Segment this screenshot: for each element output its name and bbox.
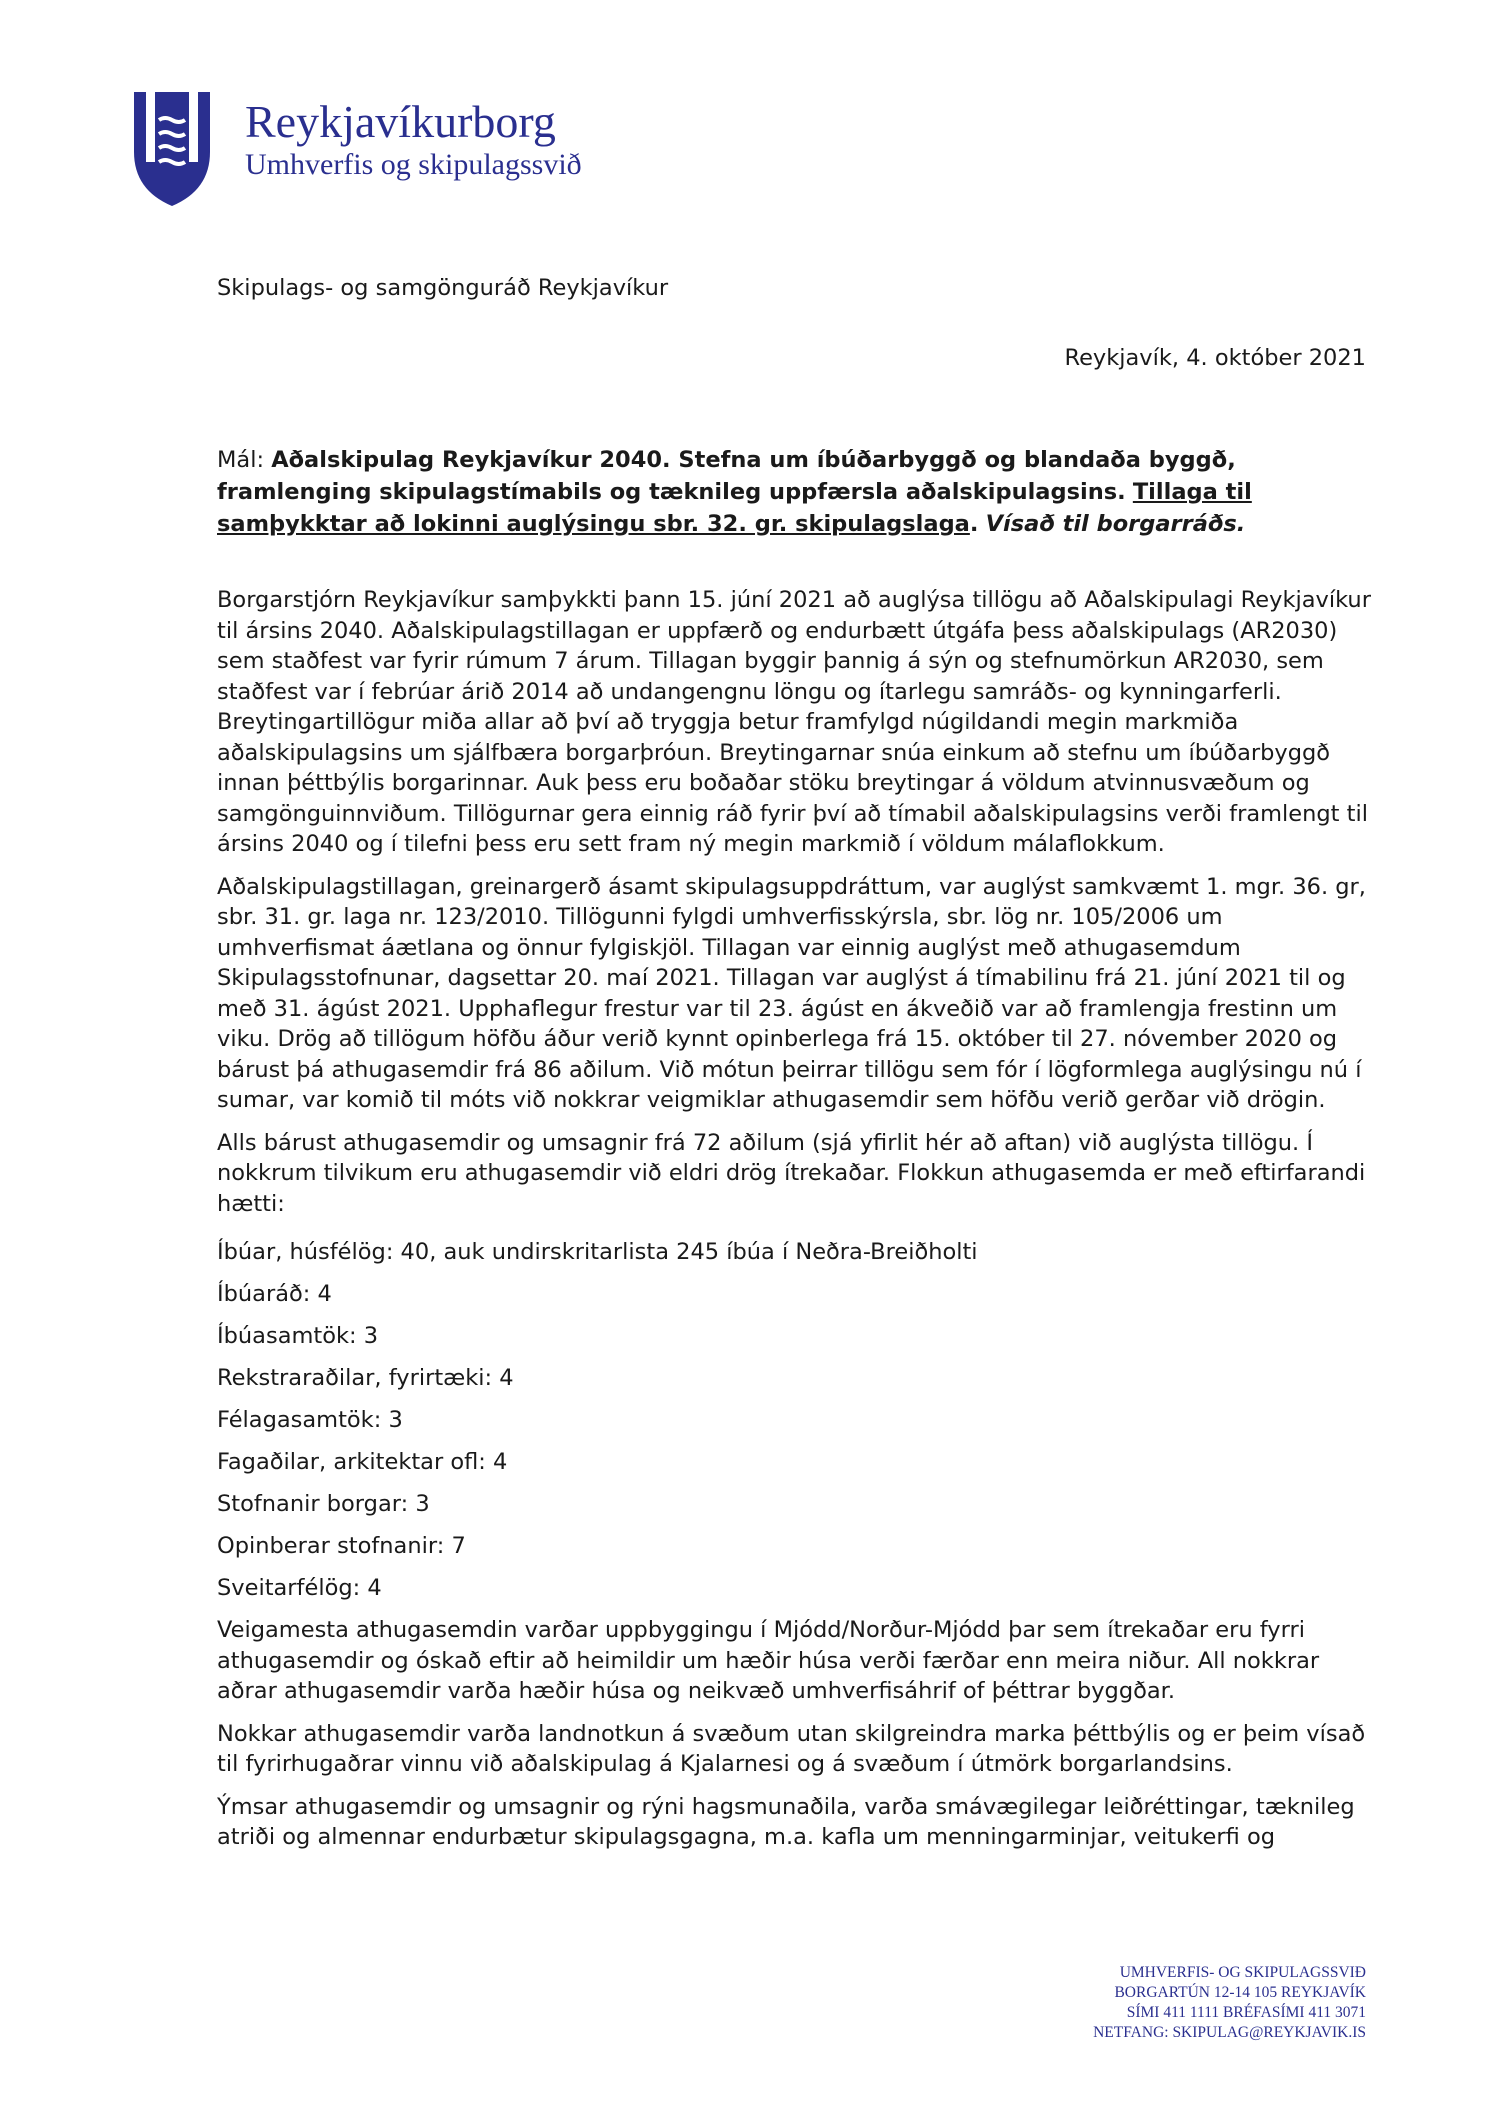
organization-header [245, 96, 582, 182]
category-item: Íbúaráð: 4 [217, 1281, 332, 1307]
category-item: Íbúasamtök: 3 [217, 1323, 379, 1349]
footer-division: UMHVERFIS- OG SKIPULAGSSVIÐ [1119, 1964, 1366, 1981]
category-item: Félagasamtök: 3 [217, 1407, 403, 1433]
letter-body [217, 585, 1372, 1865]
subject-period: . [969, 511, 979, 537]
category-item: Sveitarfélög: 4 [217, 1575, 382, 1601]
letter-date: Reykjavík, 4. október 2021 [1064, 345, 1366, 371]
category-item: Stofnanir borgar: 3 [217, 1491, 430, 1517]
addressee: Skipulags- og samgönguráð Reykjavíkur [217, 275, 669, 301]
category-item: Íbúar, húsfélög: 40, auk undirskritarlista 245 íbúa í Neðra-Breiðholti [217, 1239, 978, 1265]
subject-prefix: Mál: [217, 447, 272, 473]
paragraph: Borgarstjórn Reykjavíkur samþykkti þann 15. júní 2021 að auglýsa tillögu að Aðalskipulagi Reykjavíkur til ársins 2040. Aðalskipulagstillagan er uppfærð og endurbætt útgáfa þess aðalskipulags (AR2030) sem staðfest var fyrir rúmum 7 árum. Tillagan byggir þannig á sýn og stefnumörkun AR2030, sem staðfest var í febrúar árið 2014 að undangengnu löngu og ítarlegu samráðs- og kynningarferli. Breytingartillögur miða allar að því að tryggja betur framfylgd núgildandi megin markmiða aðalskipulagsins um sjálfbæra borgarþróun. Breytingarnar snúa einkum að stefnu um íbúðarbyggð innan þéttbýlis borgarinnar. Auk þess eru boðaðar stöku breytingar á völdum atvinnusvæðum og samgönguinnviðum. Tillögurnar gera einnig ráð fyrir því að tímabil aðalskipulagsins verði framlengt til ársins 2040 og í tilefni þess eru sett fram ný megin markmið í völdum málaflokkum. [217, 587, 1371, 857]
contact-footer [1093, 1963, 1366, 2043]
category-item: Fagaðilar, arkitektar ofl: 4 [217, 1449, 508, 1475]
paragraph: Aðalskipulagstillagan, greinargerð ásamt skipulagsuppdráttum, var auglýst samkvæmt 1. mgr. 36. gr, sbr. 31. gr. laga nr. 123/2010. Tillögunni fylgdi umhverfisskýrsla, sbr. lög nr. 105/2006 um umhverfismat áætlana og önnur fylgiskjöl. Tillagan var einnig auglýst með athugasemdum Skipulagsstofnunar, dagsettar 20. maí 2021. Tillagan var auglýst á tímabilinu frá 21. júní 2021 til og með 31. ágúst 2021. Upphaflegur frestur var til 23. ágúst en ákveðið var að framlengja frestinn um viku. Drög að tillögum höfðu áður verið kynnt opinberlega frá 15. október til 27. nóvember 2020 og bárust þá athugasemdir frá 86 aðilum. Við mótun þeirrar tillögu sem fór í lögformlega auglýsingu nú í sumar, var komið til móts við nokkrar veigmiklar athugasemdir sem höfðu verið gerðar við drögin. [217, 873, 1366, 1113]
paragraph: Ýmsar athugasemdir og umsagnir og rýni hagsmunaðila, varða smávægilegar leiðréttingar, tæknileg atriði og almennar endurbætur skipulagsgagna, m.a. kafla um menningarminjar, veitukerfi og [217, 1793, 1355, 1850]
category-item: Rekstraraðilar, fyrirtæki: 4 [217, 1365, 514, 1391]
category-list [217, 1237, 1372, 1604]
org-name: Reykjavíkurborg [245, 96, 556, 147]
reykjavik-coat-of-arms-logo [132, 90, 212, 208]
footer-address: BORGARTÚN 12-14 105 REYKJAVÍK [1114, 1984, 1366, 2001]
paragraph: Veigamesta athugasemdin varðar uppbyggingu í Mjódd/Norður-Mjódd þar sem ítrekaðar eru fyrri athugasemdir og óskað eftir að heimildir um hæðir húsa verði færðar enn meira niður. All nokkrar aðrar athugasemdir varða hæðir húsa og neikvæð umhverfisáhrif of þéttrar byggðar. [217, 1617, 1320, 1704]
footer-phone: SÍMI 411 1111 BRÉFASÍMI 411 3071 [1126, 2004, 1366, 2021]
subject-title: Aðalskipulag Reykjavíkur 2040. Stefna um íbúðarbyggð og blandaða byggð, framlenging skipulagstímabils og tæknileg uppfærsla aðalskipulagsins. [217, 447, 1236, 505]
subject-proposal: Tillaga til samþykktar að lokinni auglýsingu sbr. 32. gr. skipulagslaga [217, 479, 1252, 537]
category-item: Opinberar stofnanir: 7 [217, 1533, 466, 1559]
subject-referral: Vísað til borgarráðs. [985, 511, 1246, 537]
org-division: Umhverfis og skipulagssvið [245, 148, 582, 181]
subject-line [217, 444, 1367, 540]
paragraph: Alls bárust athugasemdir og umsagnir frá 72 aðilum (sjá yfirlit hér að aftan) við auglýsta tillögu. Í nokkrum tilvikum eru athugasemdir við eldri drög ítrekaðar. Flokkun athugasemda er með eftirfarandi hætti: [217, 1129, 1366, 1217]
paragraph: Nokkar athugasemdir varða landnotkun á svæðum utan skilgreindra marka þéttbýlis og er þeim vísað til fyrirhugaðrar vinnu við aðalskipulag á Kjalarnesi og á svæðum í útmörk borgarlandsins. [217, 1720, 1366, 1777]
footer-email: NETFANG: SKIPULAG@REYKJAVIK.IS [1093, 2024, 1366, 2041]
